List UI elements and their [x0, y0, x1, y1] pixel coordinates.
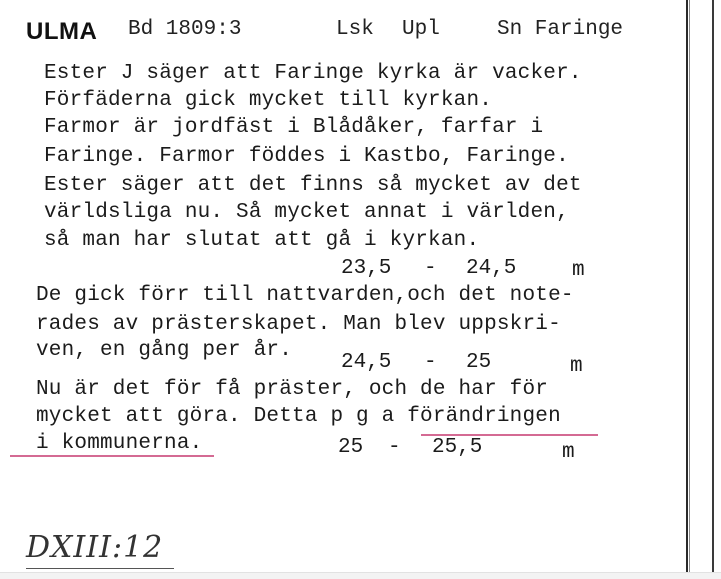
text-line: rades av prästerskapet. Man blev uppskri- — [36, 313, 561, 336]
text-line: i kommunerna. — [36, 432, 203, 455]
parish-code: Lsk — [336, 18, 374, 41]
text-line: De gick förr till nattvarden,och det note- — [36, 284, 574, 307]
county: Upl — [402, 18, 440, 41]
text-line: Ester säger att det finns så mycket av det — [44, 174, 582, 197]
handwritten-signum: DXIII:12 — [26, 530, 164, 565]
text-line: Förfäderna gick mycket till kyrkan. — [44, 89, 493, 112]
text-line: Nu är det för få präster, och de har för — [36, 378, 549, 401]
card-edge-line — [712, 0, 714, 579]
text-line: Faringe. Farmor föddes i Kastbo, Faringe. — [44, 145, 569, 168]
text-line: ven, en gång per år. — [36, 339, 293, 362]
ref-to: 25,5 — [432, 436, 483, 459]
ref-to: 25 — [466, 351, 492, 374]
ref-unit: m — [572, 259, 585, 282]
volume-number: Bd 1809:3 — [128, 18, 242, 41]
underline-highlight — [421, 434, 598, 436]
parish-name: Sn Faringe — [497, 18, 624, 41]
ref-unit: m — [562, 441, 575, 464]
ref-from: 25 — [338, 436, 364, 459]
text-line: mycket att göra. Detta p g a förändringen — [36, 405, 561, 428]
archive-name: ULMA — [26, 18, 98, 45]
card-edge-line — [686, 0, 688, 579]
card-bottom-edge — [0, 572, 721, 579]
text-line: Farmor är jordfäst i Blådåker, farfar i — [44, 116, 544, 139]
ref-to: 24,5 — [466, 257, 517, 280]
card-edge-line — [689, 0, 690, 579]
ref-unit: m — [570, 355, 583, 378]
signum-underline — [26, 568, 174, 569]
text-line: världsliga nu. Så mycket annat i världen, — [44, 201, 569, 224]
ref-separator: - — [388, 436, 401, 459]
text-line: så man har slutat att gå i kyrkan. — [44, 229, 480, 252]
ref-separator: - — [424, 257, 437, 280]
text-line: Ester J säger att Faringe kyrka är vacker. — [44, 62, 582, 85]
ref-from: 24,5 — [341, 351, 392, 374]
ref-separator: - — [424, 351, 437, 374]
ref-from: 23,5 — [341, 257, 392, 280]
underline-highlight — [10, 455, 214, 457]
